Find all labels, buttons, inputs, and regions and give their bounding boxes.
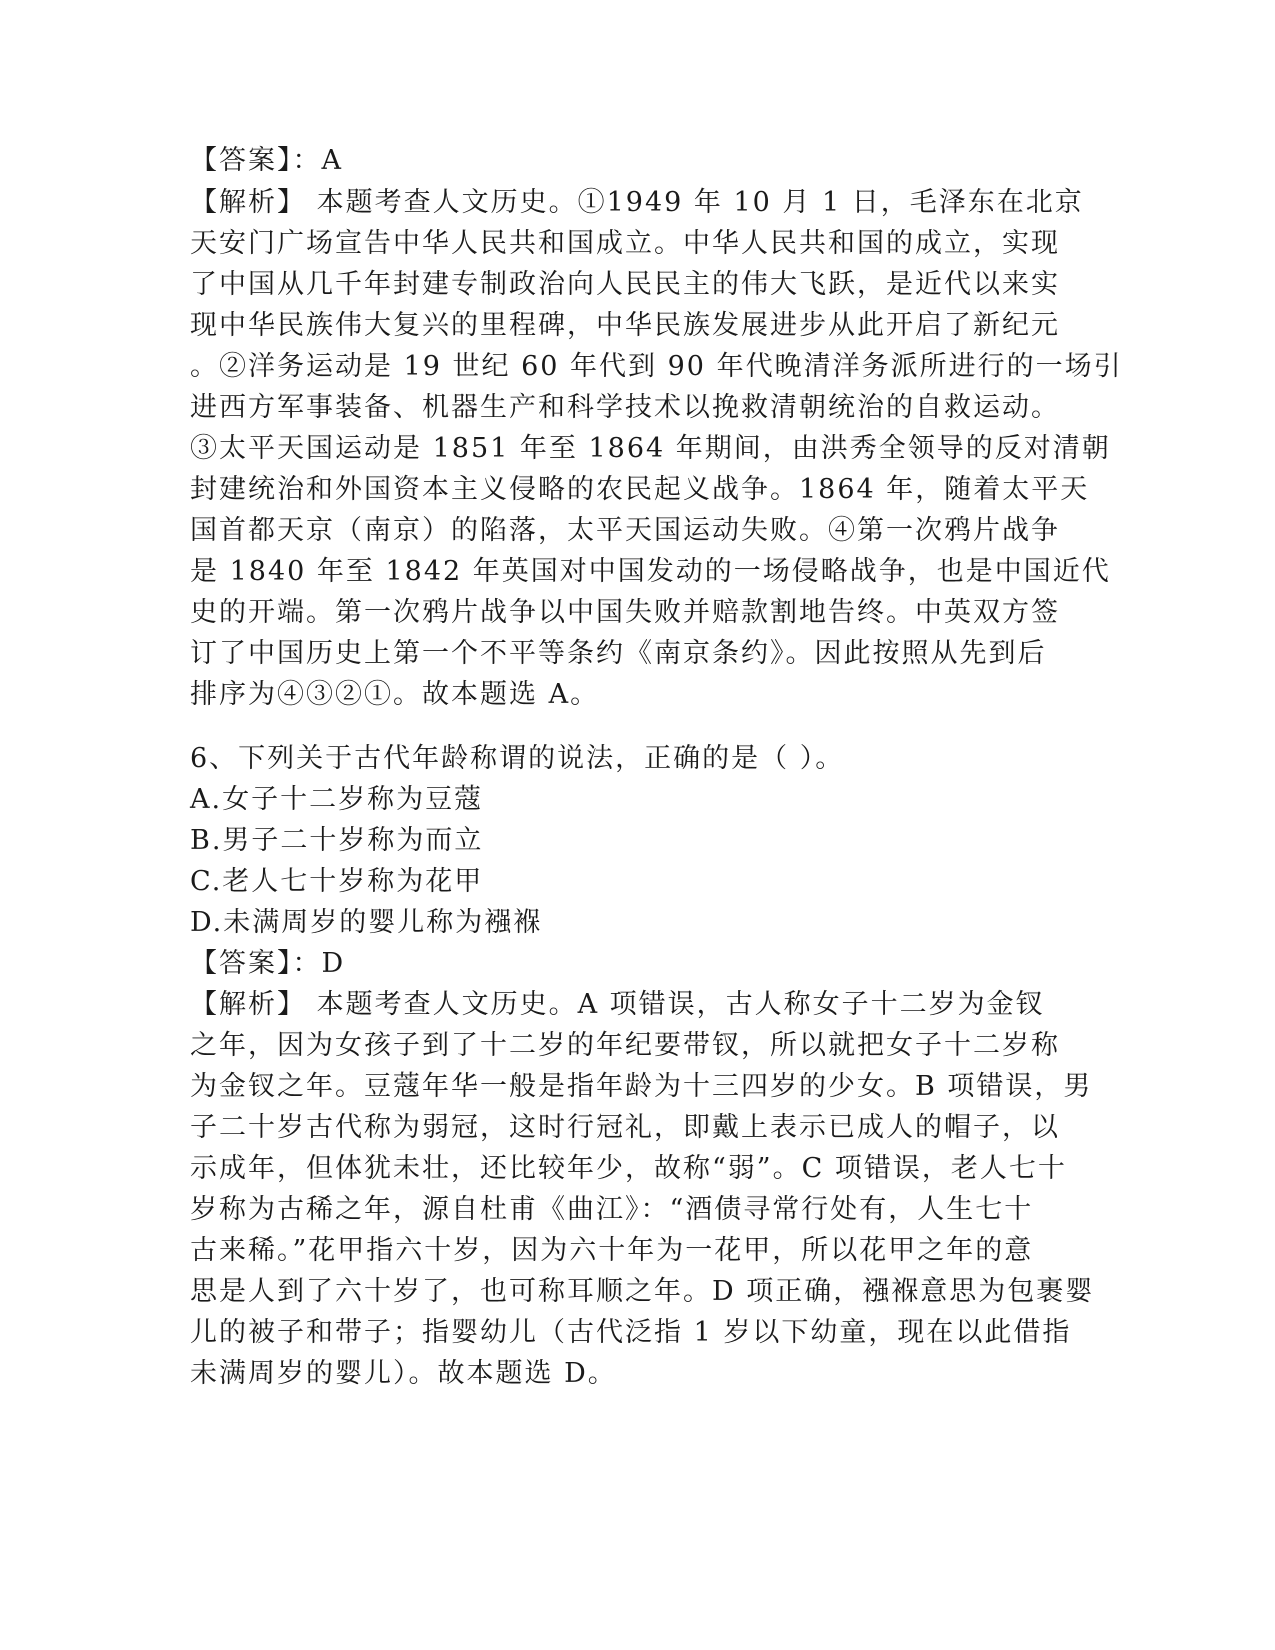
question-stem: 6、下列关于古代年龄称谓的说法，正确的是（ ）。 [190, 743, 845, 774]
analysis-line: 【解析】 本题考查人文历史。A 项错误，古人称女子十二岁为金钗 [190, 989, 1045, 1020]
answer-line: 【答案】：D [190, 948, 346, 979]
analysis-line: 岁称为古稀之年，源自杜甫《曲江》：“酒债寻常行处有，人生七十 [190, 1194, 1034, 1225]
analysis-line: 为金钗之年。豆蔻年华一般是指年龄为十三四岁的少女。B 项错误，男 [190, 1071, 1093, 1102]
analysis-line: 现中华民族伟大复兴的里程碑，中华民族发展进步从此开启了新纪元 [190, 310, 1060, 341]
option-b: B.男子二十岁称为而立 [190, 825, 484, 856]
option-c: C.老人七十岁称为花甲 [190, 866, 484, 897]
option-a: A.女子十二岁称为豆蔻 [190, 784, 484, 815]
analysis-line: 思是人到了六十岁了，也可称耳顺之年。D 项正确，襁褓意思为包裹婴 [190, 1276, 1095, 1307]
analysis-line: 进西方军事装备、机器生产和科学技术以挽救清朝统治的自救运动。 [190, 392, 1060, 423]
option-d: D.未满周岁的婴儿称为襁褓 [190, 907, 543, 938]
analysis-line: 子二十岁古代称为弱冠，这时行冠礼，即戴上表示已成人的帽子，以 [190, 1112, 1060, 1143]
analysis-line: 是 1840 年至 1842 年英国对中国发动的一场侵略战争，也是中国近代 [190, 556, 1111, 587]
analysis-line: 订了中国历史上第一个不平等条约《南京条约》。因此按照从先到后 [190, 638, 1047, 669]
analysis-line: 天安门广场宣告中华人民共和国成立。中华人民共和国的成立，实现 [190, 228, 1060, 259]
analysis-line: 【解析】 本题考查人文历史。①1949 年 10 月 1 日，毛泽东在北京 [190, 187, 1084, 218]
analysis-line: ③太平天国运动是 1851 年至 1864 年期间，由洪秀全领导的反对清朝 [190, 433, 1111, 464]
analysis-line: 之年，因为女孩子到了十二岁的年纪要带钗，所以就把女子十二岁称 [190, 1030, 1060, 1061]
analysis-line: 史的开端。第一次鸦片战争以中国失败并赔款割地告终。中英双方签 [190, 597, 1060, 628]
analysis-line: 。②洋务运动是 19 世纪 60 年代到 90 年代晚清洋务派所进行的一场引 [190, 351, 1123, 382]
analysis-line: 了中国从几千年封建专制政治向人民民主的伟大飞跃，是近代以来实 [190, 269, 1060, 300]
analysis-line: 未满周岁的婴儿）。故本题选 D。 [190, 1358, 617, 1389]
analysis-line: 封建统治和外国资本主义侵略的农民起义战争。1864 年，随着太平天 [190, 474, 1090, 505]
analysis-line: 示成年，但体犹未壮，还比较年少，故称“弱”。C 项错误，老人七十 [190, 1153, 1067, 1184]
analysis-line: 儿的被子和带子；指婴幼儿（古代泛指 1 岁以下幼童，现在以此借指 [190, 1317, 1072, 1348]
analysis-line: 古来稀。”花甲指六十岁，因为六十年为一花甲，所以花甲之年的意 [190, 1235, 1034, 1266]
answer-line: 【答案】：A [190, 145, 343, 176]
analysis-line: 排序为④③②①。故本题选 A。 [190, 679, 600, 710]
analysis-line: 国首都天京（南京）的陷落，太平天国运动失败。④第一次鸦片战争 [190, 515, 1060, 546]
